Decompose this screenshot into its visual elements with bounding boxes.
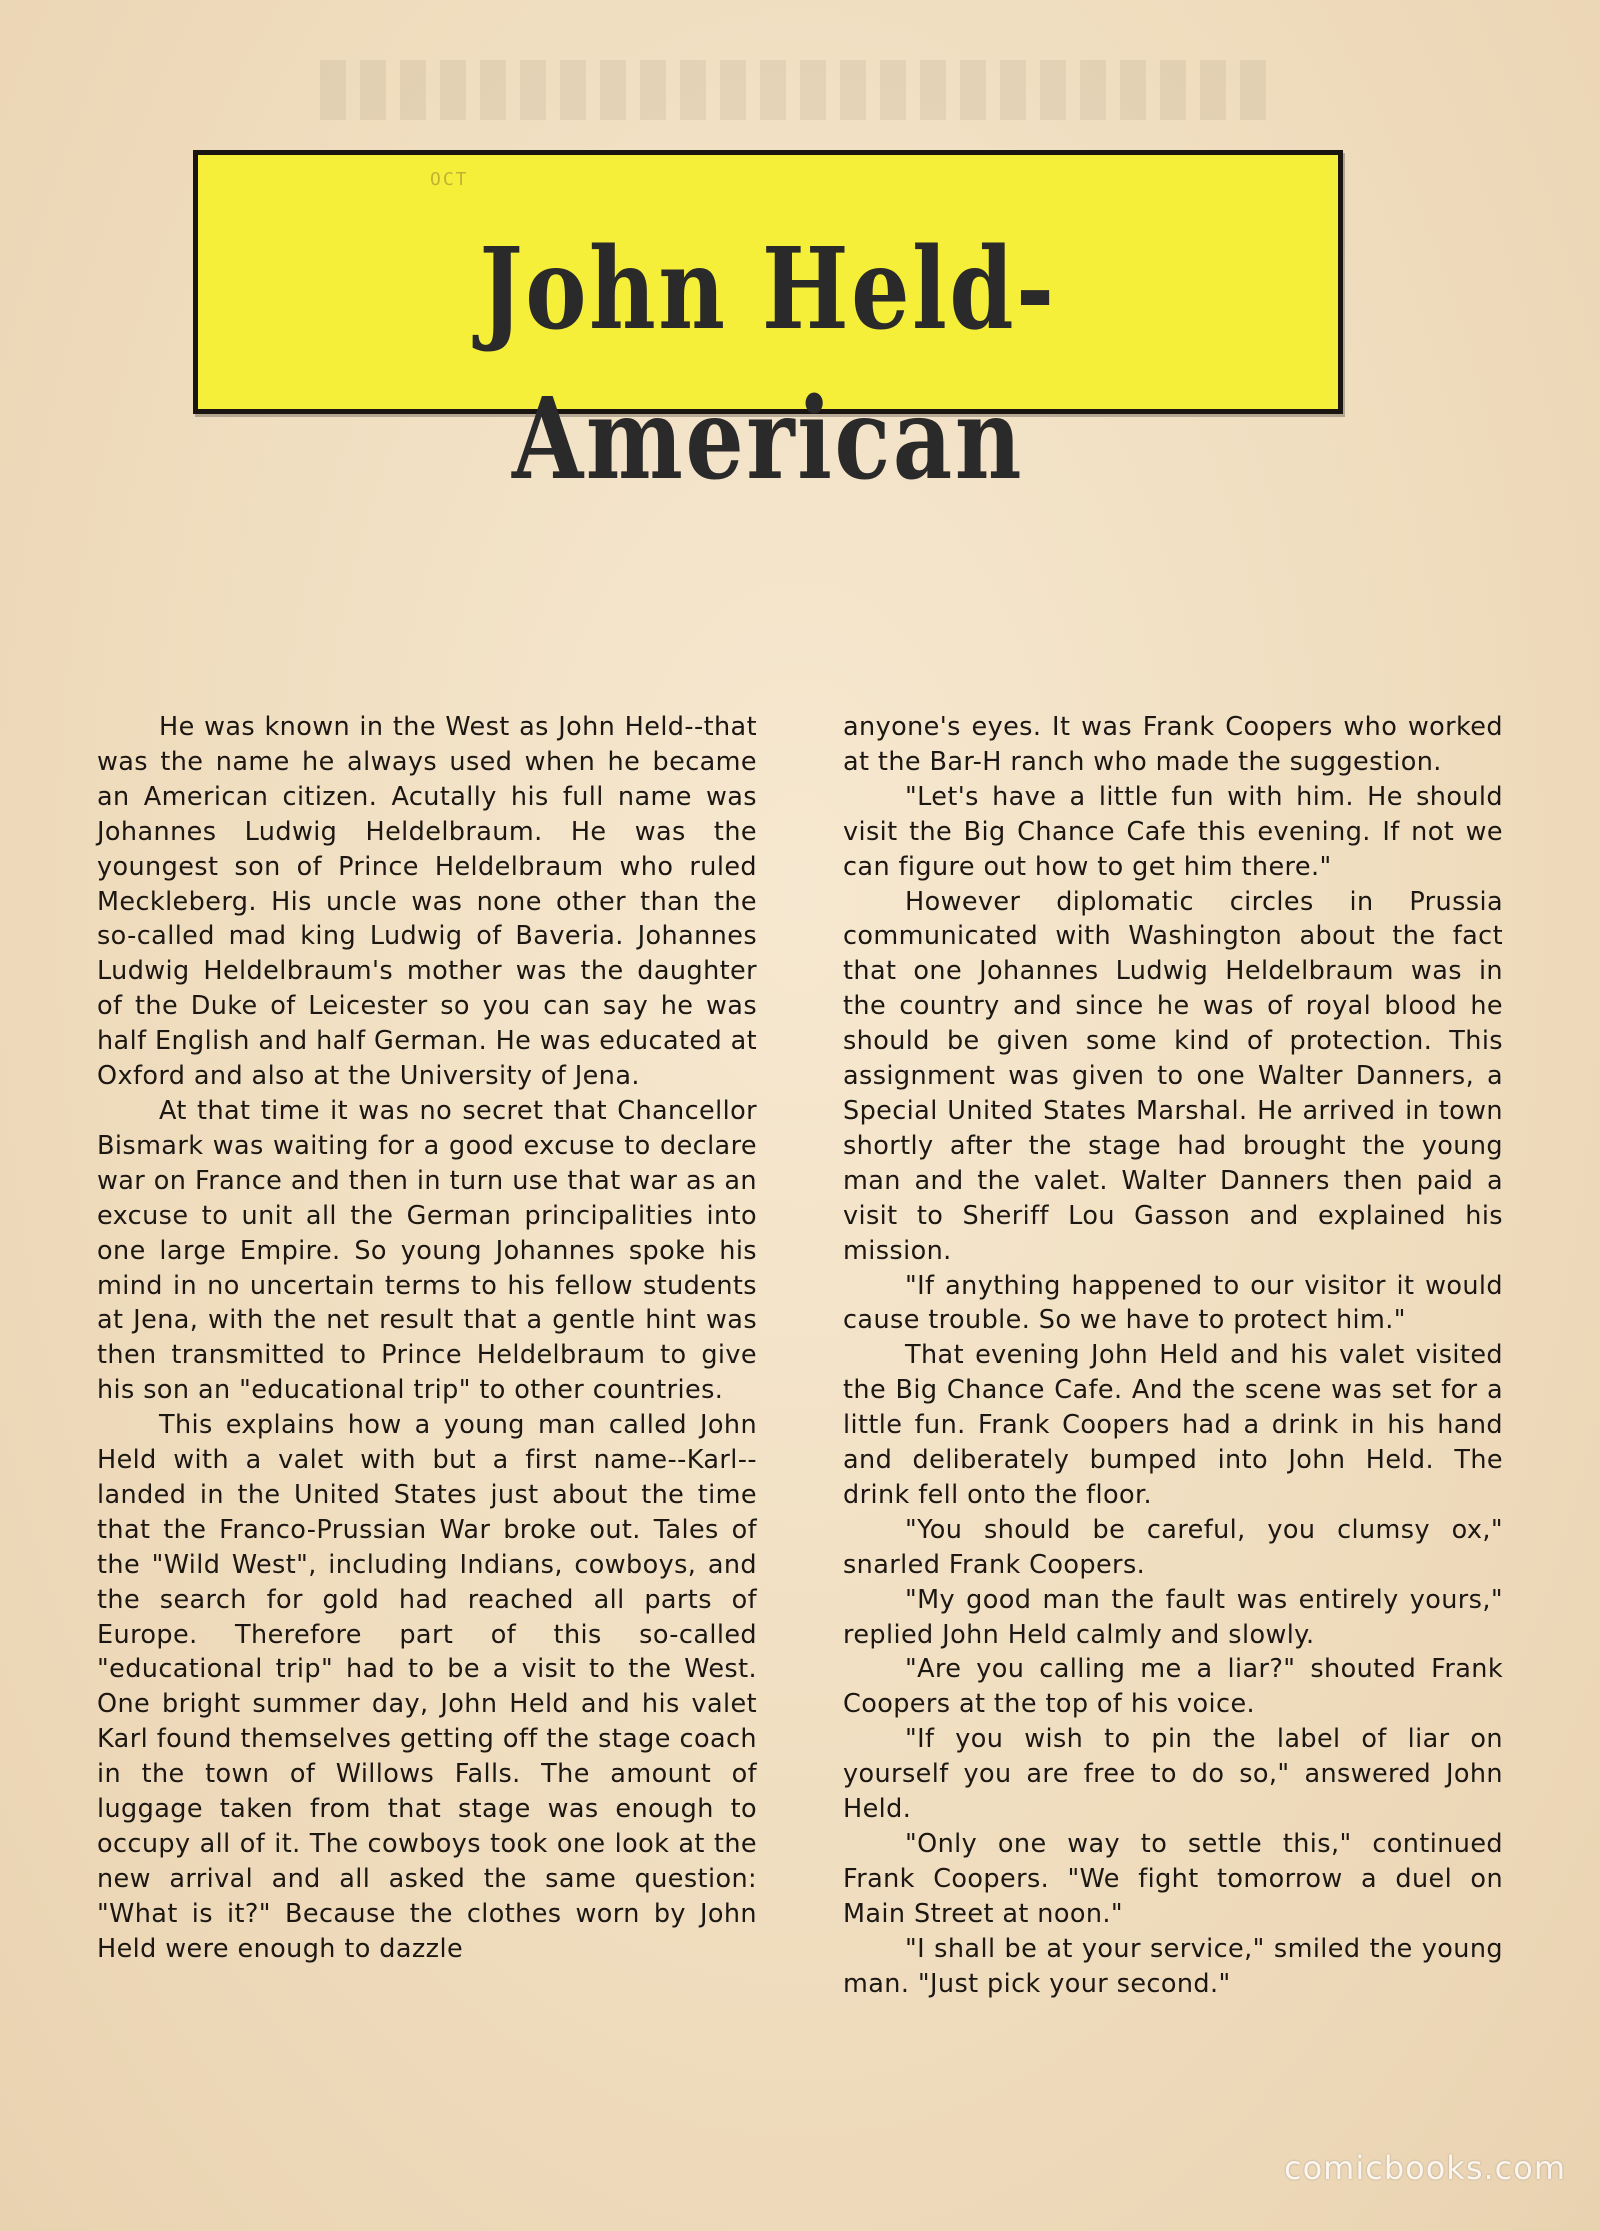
paragraph: "If anything happened to our visitor it would cause trouble. So we have to protect him." [843,1270,1503,1336]
title-banner [193,150,1343,505]
paragraph: "My good man the fault was entirely yours," replied John Held calmly and slowly. [843,1584,1503,1650]
paragraph: At that time it was no secret that Chancellor Bismark was waiting for a good excuse to declare war on France and then in turn use that war as an excuse to unit all the German principalities into one large Empire. So young Johannes spoke his mind in no uncertain terms to his fellow students at Jena, with the net result that a gentle hint was then transmitted to Prince Heldelbraum to give his son an "educational trip" to other countries. [97,1095,757,1406]
date-stamp: OCT [430,169,469,190]
paragraph: "You should be careful, you clumsy ox," snarled Frank Coopers. [843,1514,1503,1580]
paragraph: "Let's have a little fun with him. He should visit the Big Chance Cafe this evening. If not we can figure out how to get him there." [843,781,1503,882]
paragraph: "Are you calling me a liar?" shouted Frank Coopers at the top of his voice. [843,1654,1503,1720]
left-column [97,710,757,1967]
paragraph: However diplomatic circles in Prussia communicated with Washington about the fact that one Johannes Ludwig Heldelbraum was in the country and since he was of royal blood he should be given some kind of protection. This assignment was given to one Walter Danners, a Special United States Marshal. He arrived in town shortly after the stage had brought the young man and the valet. Walter Danners then paid a visit to Sheriff Lou Gasson and explained his mission. [843,886,1503,1266]
story-title: John Held-American [479,224,1057,505]
paragraph: "If you wish to pin the label of liar on yourself you are free to do so," answered John Held. [843,1724,1503,1825]
paragraph: "Only one way to settle this," continued Frank Coopers. "We fight tomorrow a duel on Main Street at noon." [843,1829,1503,1929]
paragraph: This explains how a young man called John Held with a valet with but a first name--Karl--landed in the United States just about the time that the Franco-Prussian War broke out. Tales of the "Wild West", including Indians, cowboys, and the search for gold had reached all parts of Europe. Therefore part of this so-called "educational trip" had to be a visit to the West. One bright summer day, John Held and his valet Karl found themselves getting off the stage coach in the town of Willows Falls. The amount of luggage taken from that stage was enough to occupy all of it. The cowboys took one look at the new arrival and all asked the same question: "What is it?" Because the clothes worn by John Held were enough to dazzle [97,1410,757,1964]
paragraph: That evening John Held and his valet visited the Big Chance Cafe. And the scene was set for a little fun. Frank Coopers had a drink in his hand and deliberately bumped into John Held. The drink fell onto the floor. [843,1340,1503,1510]
site-watermark: comicbooks.com [1283,2149,1566,2187]
faded-masthead [320,60,1280,120]
paragraph: He was known in the West as John Held--that was the name he always used when he became an American citizen. Acutally his full name was Johannes Ludwig Heldelbraum. He was the youngest son of Prince Heldelbraum who ruled Meckleberg. His uncle was none other than the so-called mad king Ludwig of Baveria. Johannes Ludwig Heldelbraum's mother was the daughter of the Duke of Leicester so you can say he was half English and half German. He was educated at Oxford and also at the University of Jena. [97,712,757,1092]
right-column [843,710,1503,2002]
paragraph-continuation: anyone's eyes. It was Frank Coopers who worked at the Bar-H ranch who made the suggestion. [843,712,1503,777]
paragraph: "I shall be at your service," smiled the young man. "Just pick your second." [843,1933,1503,1999]
